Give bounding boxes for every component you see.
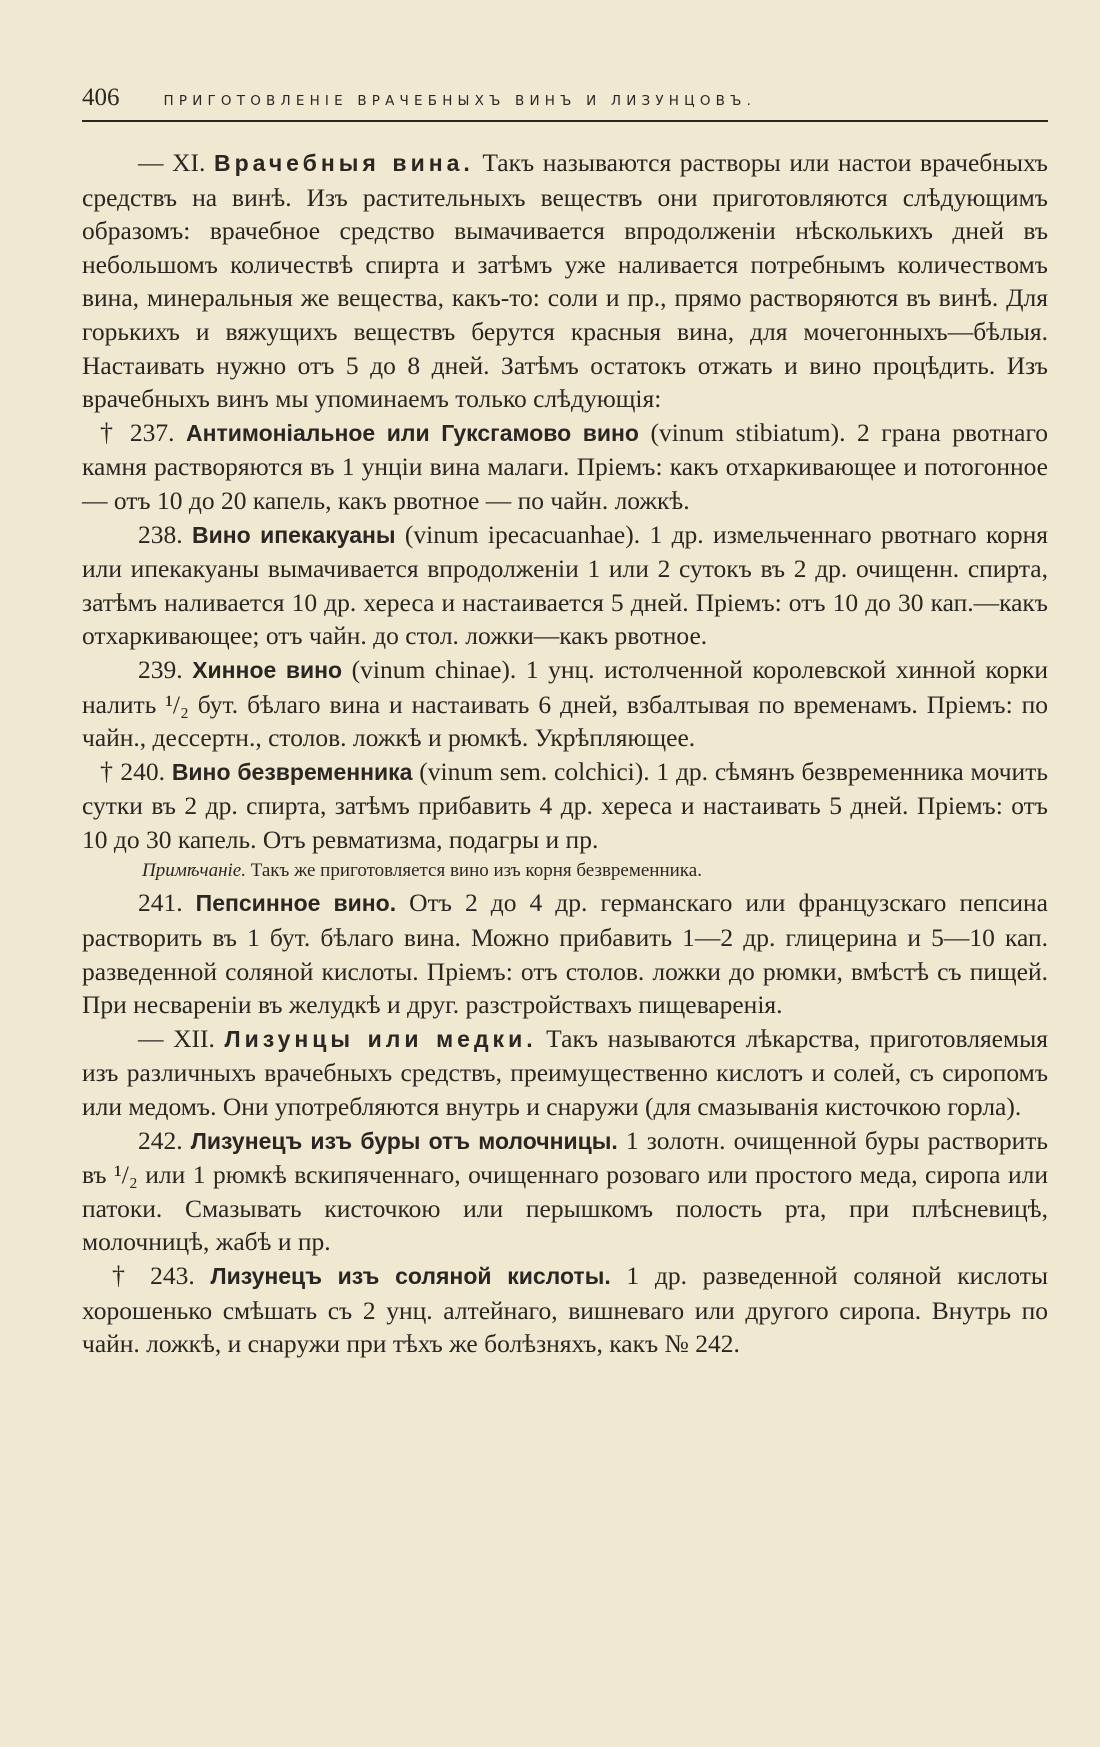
dagger-mark: † (112, 1261, 151, 1290)
entry-number: 242. (138, 1125, 191, 1155)
note-label: Примѣчаніе. (142, 860, 246, 882)
section-xi-text: Такъ называются растворы или настои врачебныхъ средствъ на винѣ. Изъ растительныхъ веществъ они приготовляются слѣдующимъ образомъ: врачебное средство вымачивается впродолженіи нѣсколькихъ дней въ небольшомъ количествѣ спирта и затѣмъ уже наливается потребнымъ количествомъ вина, минеральныя же вещества, какъ-то: соли и пр., прямо растворяются въ винѣ. Для горькихъ и вяжущихъ веществъ берутся красныя вина, для мочегонныхъ—бѣлыя. Настаивать нужно отъ 5 до 8 дней. Затѣмъ остатокъ отжать и вино процѣдить. Изъ врачебныхъ винъ мы упоминаемъ только слѣдующія: (82, 148, 1048, 414)
page-body (82, 146, 1048, 1361)
entry-title: Вино ипекакуаны (192, 521, 396, 548)
page-number: 406 (82, 84, 120, 111)
entry-243 (82, 1259, 1048, 1361)
entry-title: Лизунецъ изъ соляной кислоты. (210, 1263, 611, 1289)
entry-238 (82, 518, 1048, 653)
entry-239 (82, 653, 1048, 755)
page-header (82, 84, 1048, 112)
entry-text: (vinum chinae). 1 унц. истолченной королевской хинной корки налить ¹/₂ бут. бѣлаго вина и настаивать 6 дней, взбалтывая по временамъ. Пріемъ: по чайн., дессертн., столов. ложкѣ и рюмкѣ. Укрѣпляющее. (82, 654, 1049, 753)
entry-242 (82, 1124, 1048, 1259)
dagger-mark: † (100, 417, 130, 447)
entry-title: Хинное вино (192, 656, 343, 683)
entry-text: (vinum ipecacuanhae). 1 др. измельченнаго рвотнаго корня или ипекакуаны вымачивается впродолженіи 1 или 2 сутокъ въ 2 др. очищенн. спирта, затѣмъ наливается 10 др. хереса и настаивается 5 дней. Пріемъ: отъ 10 до 30 кап.—какъ отхаркивающее; отъ чайн. до стол. ложки—какъ рвотное. (82, 519, 1049, 651)
entry-number: 237. (129, 417, 186, 447)
section-xi (82, 146, 1048, 416)
entry-title: Пепсинное вино. (195, 890, 397, 917)
entry-number: 243. (150, 1261, 211, 1290)
entry-number: 238. (138, 519, 192, 549)
header-rule (82, 120, 1048, 122)
section-xii-text: Такъ называются лѣкарства, приготовляемыя изъ различныхъ врачебныхъ средствъ, преимущественно кислотъ и солей, съ сиропомъ или медомъ. Они употребляются внутрь и снаружи (для смазыванія кисточкою горла). (82, 1023, 1048, 1122)
section-xii-title: Лизунцы или медки. (224, 1025, 537, 1052)
section-xii-lead: — XII. (138, 1023, 225, 1053)
section-xi-lead: — XI. (138, 148, 214, 177)
note (82, 856, 1048, 886)
entry-text: 1 золотн. очищенной буры растворить въ ¹/₂ или 1 рюмкѣ вскипяченнаго, очищеннаго розоваго или простого меда, сиропа или патоки. Смазывать кисточкою или перышкомъ полость рта, при плѣсневицѣ, молочницѣ, жабѣ и пр. (82, 1125, 1049, 1257)
section-xii (82, 1022, 1048, 1124)
entry-number: 241. (138, 888, 196, 918)
entry-title: Лизунецъ изъ буры отъ молочницы. (190, 1127, 618, 1154)
entry-text: (vinum stibiatum). 2 грана рвотнаго камня растворяются въ 1 унціи вина малаги. Пріемъ: какъ отхаркивающее и потогонное — отъ 10 до 20 капель, какъ рвотное — по чайн. ложкѣ. (82, 417, 1049, 515)
entry-240 (82, 755, 1048, 857)
entry-number: 239. (138, 654, 193, 684)
entry-title: Антимоніальное или Гуксгамово вино (186, 419, 639, 446)
entry-text: 1 др. разведенной соляной кислоты хорошенько смѣшать съ 2 унц. алтейнаго, вишневаго или другого сиропа. Внутрь по чайн. ложкѣ, и снаружи при тѣхъ же болѣзняхъ, какъ № 242. (82, 1261, 1049, 1359)
entry-237 (82, 416, 1048, 518)
entry-text: Отъ 2 до 4 др. германскаго или французскаго пепсина растворить въ 1 бут. бѣлаго вина. Можно прибавить 1—2 др. глицерина и 5—10 кап. разведенной соляной кислоты. Пріемъ: отъ столов. ложки до рюмки, вмѣстѣ съ пищей. При несвареніи въ желудкѣ и друг. разстройствахъ пищеваренія. (82, 888, 1048, 1020)
section-xi-title: Врачебныя вина. (213, 150, 474, 176)
running-title: ПРИГОТОВЛЕНІЕ ВРАЧЕБНЫХЪ ВИНЪ И ЛИЗУНЦОВЪ. (163, 93, 757, 109)
dagger-mark: † (100, 756, 121, 786)
entry-text: (vinum sem. colchici). 1 др. сѣмянъ безвременника мочить сутки въ 2 др. спирта, затѣмъ прибавить 4 др. хереса и настаивать 5 дней. Пріемъ: отъ 10 до 30 капель. Отъ ревматизма, подагры и пр. (82, 756, 1048, 854)
entry-number: 240. (120, 756, 172, 786)
entry-title: Вино безвременника (171, 758, 413, 785)
entry-241 (82, 886, 1048, 1021)
note-text: Такъ же приготовляется вино изъ корня безвременника. (245, 860, 702, 882)
